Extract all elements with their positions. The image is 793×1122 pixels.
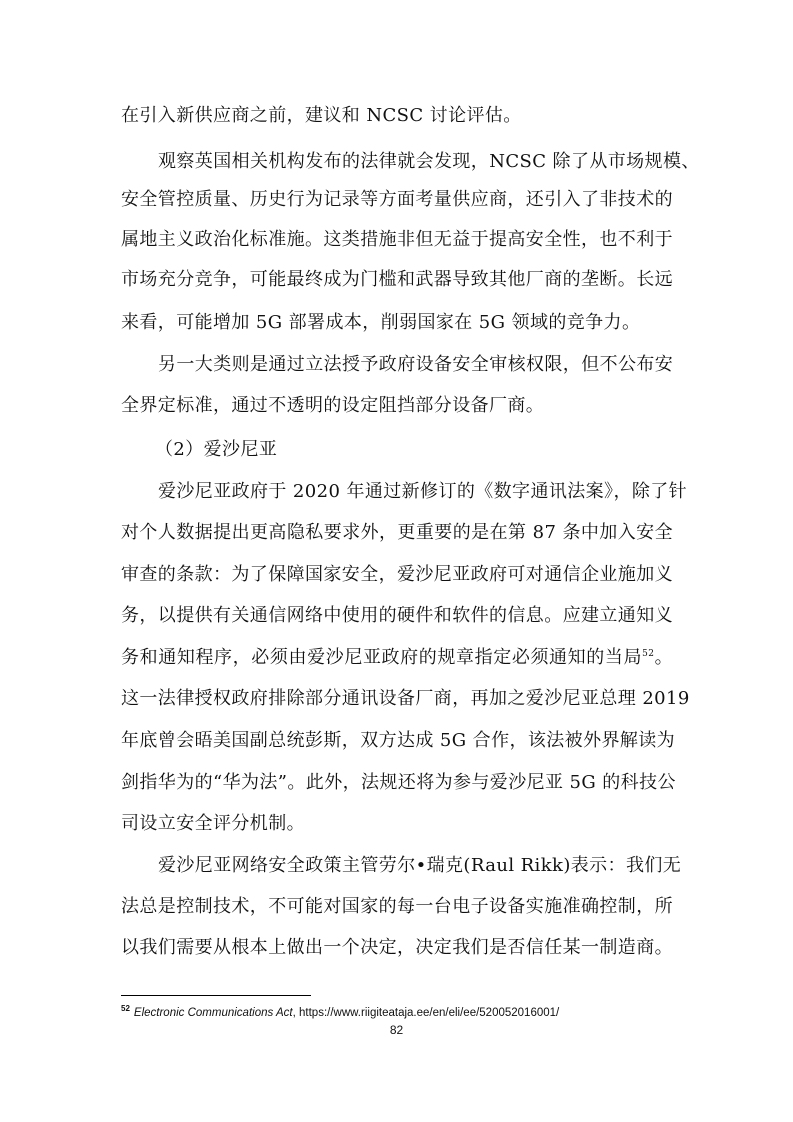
paragraph-line: 观察英国相关机构发布的法律就会发现，NCSC 除了从市场规模、: [158, 151, 700, 172]
paragraph-line: 另一大类则是通过立法授予政府设备安全审核权限，但不公布安: [158, 354, 674, 375]
paragraph-line: 年底曾会晤美国副总统彭斯，双方达成 5G 合作，该法被外界解读为: [121, 730, 676, 751]
paragraph-line: 安全管控质量、历史行为记录等方面考量供应商，还引入了非技术的: [121, 189, 673, 210]
paragraph-line: 剑指华为的“华为法”。此外，法规还将为参与爱沙尼亚 5G 的科技公: [121, 772, 676, 793]
page-number: 82: [389, 1023, 404, 1037]
footnote: [121, 1006, 559, 1020]
paragraph-line: 以我们需要从根本上做出一个决定，决定我们是否信任某一制造商。: [121, 937, 673, 958]
footnote-reference[interactable]: 52: [642, 649, 655, 659]
footnote-number: 52: [121, 1004, 130, 1014]
paragraph-line: 法总是控制技术，不可能对国家的每一台电子设备实施准确控制，所: [121, 896, 673, 917]
paragraph-line: [121, 643, 673, 673]
paragraph-line: 审查的条款：为了保障国家安全，爱沙尼亚政府可对通信企业施加义: [121, 564, 673, 585]
paragraph-line-end: 。: [654, 647, 674, 668]
footnote-separator: [121, 995, 311, 996]
paragraph-line: 在引入新供应商之前，建议和 NCSC 讨论评估。: [121, 105, 522, 126]
paragraph-line: 务，以提供有关通信网络中使用的硬件和软件的信息。应建立通知义: [121, 605, 673, 626]
paragraph-line: 这一法律授权政府排除部分通讯设备厂商，再加之爱沙尼亚总理 2019: [121, 688, 690, 709]
paragraph-line: 司设立安全评分机制。: [121, 813, 305, 834]
paragraph-line: 全界定标准，通过不透明的设定阻挡部分设备厂商。: [121, 395, 545, 416]
paragraph-line: 市场充分竞争，可能最终成为门槛和武器导致其他厂商的垄断。长远: [121, 269, 673, 290]
paragraph-line: 对个人数据提出更高隐私要求外，更重要的是在第 87 条中加入安全: [121, 522, 673, 543]
paragraph-line: 爱沙尼亚网络安全政策主管劳尔•瑞克(Raul Rikk)表示：我们无: [158, 855, 682, 876]
paragraph-line-text: 务和通知程序，必须由爱沙尼亚政府的规章指定必须通知的当局: [121, 647, 643, 668]
section-heading: （2）爱沙尼亚: [155, 439, 278, 460]
paragraph-line: 爱沙尼亚政府于 2020 年通过新修订的《数字通讯法案》，除了针: [158, 481, 688, 502]
footnote-url[interactable]: , https://www.riigiteataja.ee/en/eli/ee/520052016001/: [292, 1007, 560, 1019]
paragraph-line: 来看，可能增加 5G 部署成本，削弱国家在 5G 领域的竞争力。: [121, 312, 641, 333]
footnote-source-title: Electronic Communications Act: [133, 1007, 293, 1019]
paragraph-line: 属地主义政治化标准施。这类措施非但无益于提高安全性，也不利于: [121, 229, 673, 250]
